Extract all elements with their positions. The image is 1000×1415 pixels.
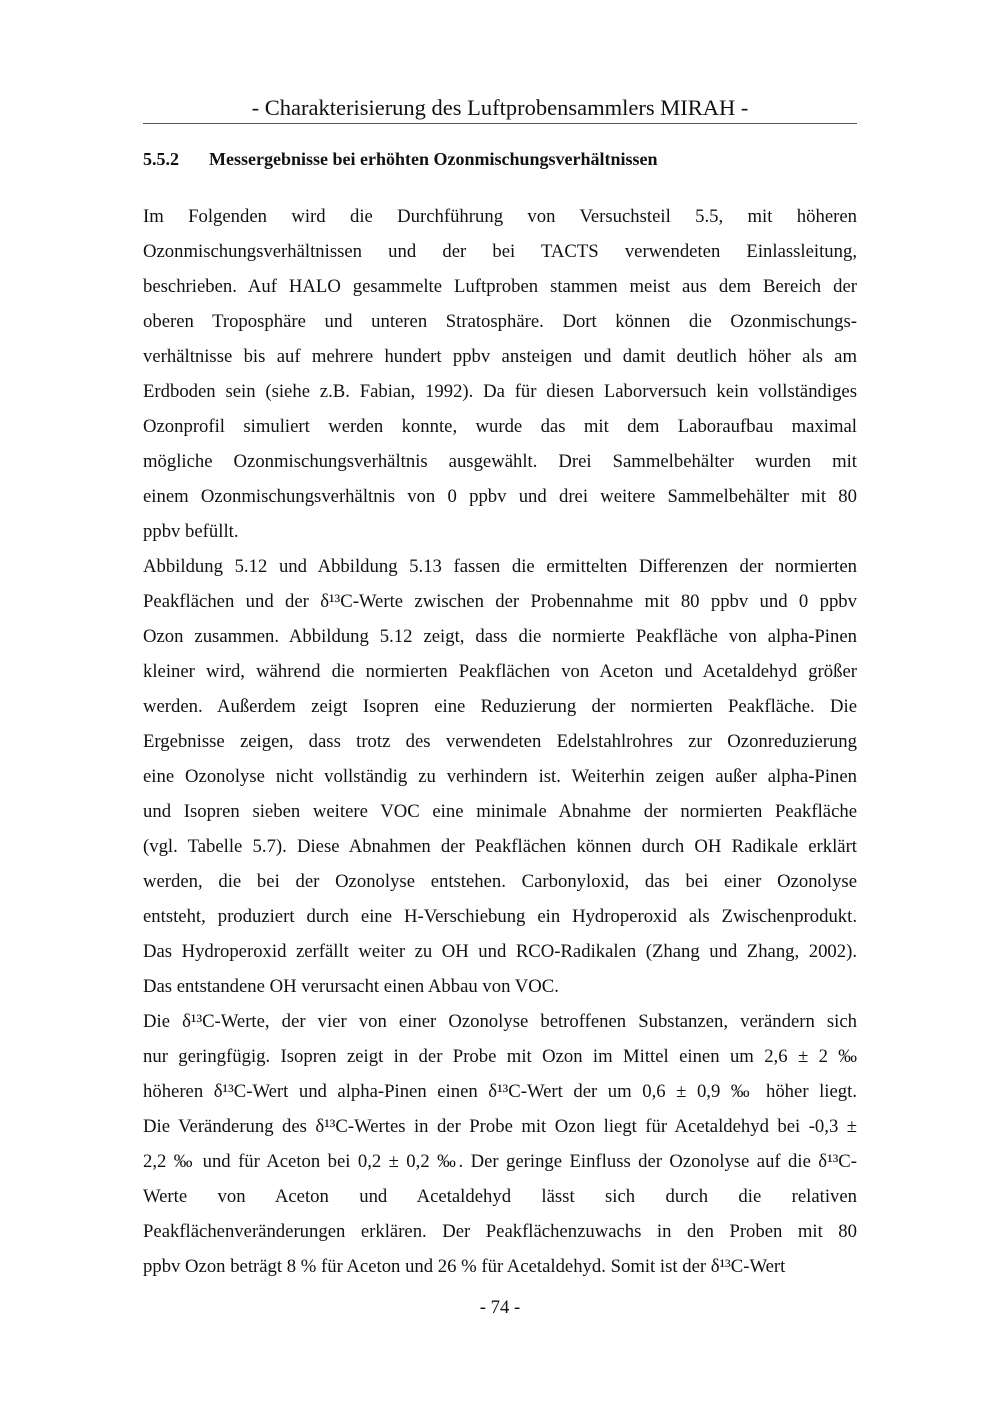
header-rule bbox=[143, 123, 857, 124]
text-line: Ozonprofil simuliert werden konnte, wurde das mit dem Laboraufbau maximal bbox=[143, 416, 857, 437]
text-line: 2,2 ‰ und für Aceton bei 0,2 ± 0,2 ‰. Der geringe Einfluss der Ozonolyse auf die δ¹³C- bbox=[143, 1151, 857, 1172]
page-number: - 74 - bbox=[479, 1297, 521, 1318]
text-line: ppbv befüllt. bbox=[143, 521, 239, 542]
text-line: Im Folgenden wird die Durchführung von Versuchsteil 5.5, mit höheren bbox=[143, 206, 857, 227]
text-line: Die Veränderung des δ¹³C-Wertes in der Probe mit Ozon liegt für Acetaldehyd bei -0,3 ± bbox=[143, 1116, 857, 1137]
text-line: nur geringfügig. Isopren zeigt in der Probe mit Ozon im Mittel einen um 2,6 ± 2 ‰ bbox=[143, 1046, 857, 1067]
text-line: kleiner wird, während die normierten Peakflächen von Aceton und Acetaldehyd größer bbox=[143, 661, 857, 682]
text-line: und Isopren sieben weitere VOC eine minimale Abnahme der normierten Peakfläche bbox=[143, 801, 857, 822]
text-line: Ergebnisse zeigen, dass trotz des verwendeten Edelstahlrohres zur Ozonreduzierung bbox=[143, 731, 857, 752]
body-text bbox=[143, 199, 857, 1284]
text-line: ppbv Ozon beträgt 8 % für Aceton und 26 % für Acetaldehyd. Somit ist der δ¹³C-Wert bbox=[143, 1256, 786, 1277]
text-line: Das entstandene OH verursacht einen Abbau von VOC. bbox=[143, 976, 559, 997]
text-line: Ozonmischungsverhältnissen und der bei TACTS verwendeten Einlassleitung, bbox=[143, 241, 857, 262]
paragraph-2 bbox=[143, 549, 857, 1004]
text-line: eine Ozonolyse nicht vollständig zu verhindern ist. Weiterhin zeigen außer alpha-Pinen bbox=[143, 766, 857, 787]
text-line: verhältnisse bis auf mehrere hundert ppbv ansteigen und damit deutlich höher als am bbox=[143, 346, 857, 367]
text-line: werden. Außerdem zeigt Isopren eine Reduzierung der normierten Peakfläche. Die bbox=[143, 696, 857, 717]
text-line: (vgl. Tabelle 5.7). Diese Abnahmen der Peakflächen können durch OH Radikale erklärt bbox=[143, 836, 857, 857]
text-line: höheren δ¹³C-Wert und alpha-Pinen einen δ¹³C-Wert der um 0,6 ± 0,9 ‰ höher liegt. bbox=[143, 1081, 857, 1102]
text-line: Peakflächenveränderungen erklären. Der Peakflächenzuwachs in den Proben mit 80 bbox=[143, 1221, 857, 1242]
text-line: Ozon zusammen. Abbildung 5.12 zeigt, dass die normierte Peakfläche von alpha-Pinen bbox=[143, 626, 857, 647]
text-line: Erdboden sein (siehe z.B. Fabian, 1992). Da für diesen Laborversuch kein vollständiges bbox=[143, 381, 857, 402]
text-line: Werte von Aceton und Acetaldehyd lässt sich durch die relativen bbox=[143, 1186, 857, 1207]
text-line: werden, die bei der Ozonolyse entstehen. Carbonyloxid, das bei einer Ozonolyse bbox=[143, 871, 857, 892]
section-title: Messergebnisse bei erhöhten Ozonmischungsverhältnissen bbox=[209, 149, 658, 169]
text-line: mögliche Ozonmischungsverhältnis ausgewählt. Drei Sammelbehälter wurden mit bbox=[143, 451, 857, 472]
text-line: oberen Troposphäre und unteren Stratosphäre. Dort können die Ozonmischungs- bbox=[143, 311, 857, 332]
section-heading bbox=[143, 146, 857, 172]
section-number: 5.5.2 bbox=[143, 149, 179, 169]
paragraph-3 bbox=[143, 1004, 857, 1284]
paragraph-1 bbox=[143, 199, 857, 549]
text-line: Die δ¹³C-Werte, der vier von einer Ozonolyse betroffenen Substanzen, verändern sich bbox=[143, 1011, 857, 1032]
text-line: Abbildung 5.12 und Abbildung 5.13 fassen die ermittelten Differenzen der normierten bbox=[143, 556, 857, 577]
text-line: Peakflächen und der δ¹³C-Werte zwischen der Probennahme mit 80 ppbv und 0 ppbv bbox=[143, 591, 857, 612]
text-line: beschrieben. Auf HALO gesammelte Luftproben stammen meist aus dem Bereich der bbox=[143, 276, 857, 297]
text-line: Das Hydroperoxid zerfällt weiter zu OH und RCO-Radikalen (Zhang und Zhang, 2002). bbox=[143, 941, 857, 962]
page-header: - Charakterisierung des Luftprobensammlers MIRAH - bbox=[251, 95, 749, 120]
text-line: entsteht, produziert durch eine H-Verschiebung ein Hydroperoxid als Zwischenprodukt. bbox=[143, 906, 857, 927]
text-line: einem Ozonmischungsverhältnis von 0 ppbv und drei weitere Sammelbehälter mit 80 bbox=[143, 486, 857, 507]
